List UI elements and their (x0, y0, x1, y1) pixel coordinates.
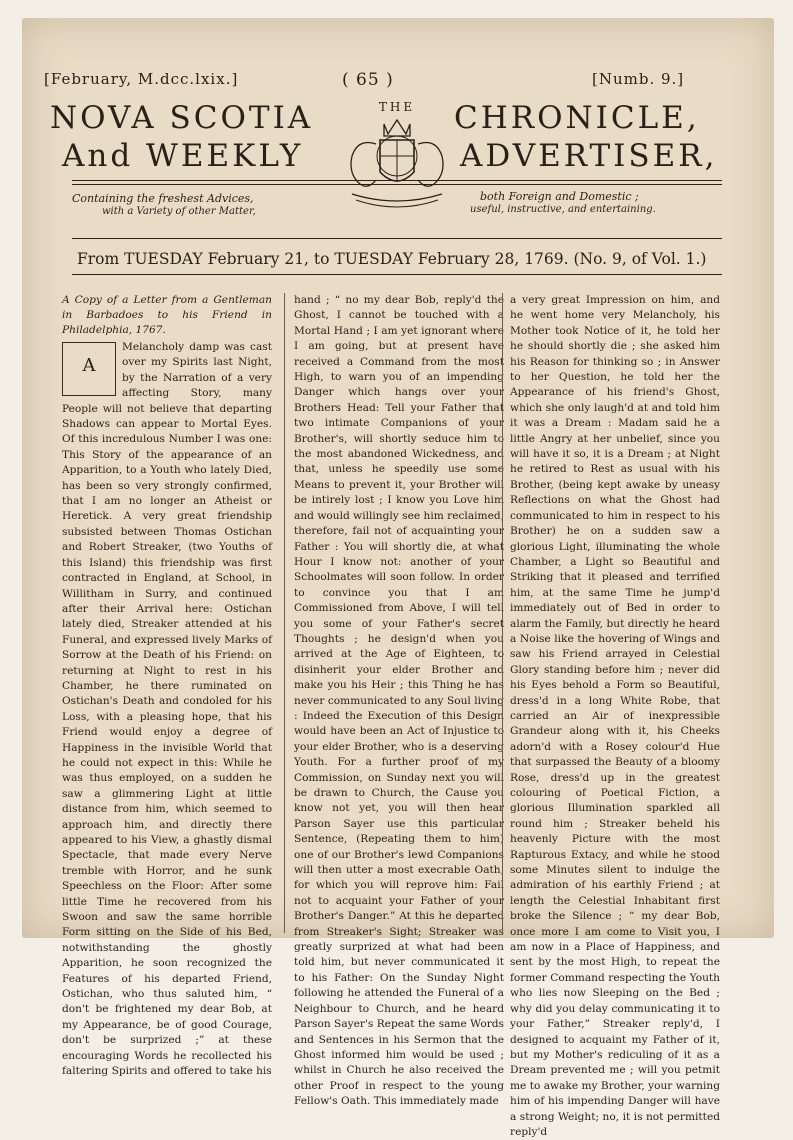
subtitle-right-line1: both Foreign and Domestic ; (480, 190, 639, 203)
article-text-column-2: hand ; “ no my dear Bob, reply'd the Ghost, I cannot be touched with a Mortal Hand ; I am yet ignorant where I am going, but at present have received a Command from the most High, to warn you of an impending Danger which hangs over your Brothers Head: Tell your Father that two intimate Companions of your Brother's, will shortly seduce him to the most abandoned Wickedness, and that, unless he speedily use some Means to prevent it, your Brother will be intirely lost ; I know you Love him and would willingly see him reclaimed, therefore, fail not of acquainting your Father : You will shortly die, at what Hour I know not: another of your Schoolmates will soon follow. In order to convince you that I am Commissioned from Above, I will tell you some of your Father's secret Thoughts ; he design'd when you arrived at the Age of Eighteen, to disinherit your elder Brother and make you his Heir ; this Thing he has never communicated to any Soul living : Indeed the Execution of this Design would have been an Act of Injustice to your elder Brother, who is a deserving Youth. For a further proof of my Commission, on Sunday next you will be drawn to Church, the Cause you know not yet, you will then hear Parson Sayer use this particular Sentence, (Repeating them to him) one of our Brother's lewd Companions will then utter a most execrable Oath, for which you will reprove him: Fail not to acquaint your Father of your Brother's Danger.” At this he departed from Streaker's Sight; Streaker was greatly surprized at what had been told him, but never communicated it to his Father: On the Sunday Night following he attended the Funeral of a Neighbour to Church, and he heard Parson Sayer's Repeat the same Words and Sentences in his Sermon that the Ghost informed him would be used ; whilst in Church he also received the other Proof in respect to the young Fellow's Oath. This immediately made (294, 294, 504, 1108)
ornamental-dropcap: A (62, 342, 116, 396)
issue-number: [Numb. 9.] (592, 70, 685, 88)
article-text-column-1: Melancholy damp was cast over my Spirits last Night, by the Narration of a very affecting Story, many People will not believe that departing Shadows can appear to Mortal Eyes. Of this incredulous Number I was one: This Story of the appearance of an Apparition, to a Youth who lately Died, has been so very strongly confirmed, that I am no longer an Atheist or Heretick. A very great friendship subsisted between Thomas Ostichan and Robert Streaker, (two Youths of this Island) this friendship was first contracted in England, at School, in Willitham in Surry, and continued after their Arrival here: Ostichan lately died, Streaker attended at his Funeral, and expressed lively Marks of Sorrow at the Death of his Friend: on returning at Night to rest in his Chamber, he there ruminated on Ostichan's Death and condoled for his Loss, with a pleasing hope, that his Friend would enjoy a degree of Happiness in the invisible World that he could not expect in this: While he was thus employed, on a sudden he saw a glimmering Light at little distance from him, which seemed to approach him, and directly there appeared to his View, a ghastly dismal Spectacle, that made every Nerve tremble with Horror, and he sunk Speechless on the Floor: After some little Time he recovered from his Swoon and saw the same horrible Form sitting on the Side of his Bed, notwithstanding the ghostly Apparition, he soon recognized the Features of his departed Friend, Ostichan, who thus saluted him, “ don't be frightened my dear Bob, at my Appearance, be of good Courage, don't be surprized ;” at these encouraging Words he recollected his faltering Spirits and offered to take his (62, 341, 272, 1078)
masthead-title-right-line1: CHRONICLE, (454, 100, 700, 136)
article-text-column-3: a very great Impression on him, and he went home very Melancholy, his Mother took Notice of it, he told her he should shortly die ; she asked him his Reason for thinking so ; in Answer to her Question, he told her the Appearance of his friend's Ghost, which she only laugh'd at and told him it was a Dream : Madam said he a little Angry at her unbelief, since you will have it so, it is a Dream ; at Night he retired to Rest as usual with his Brother, (being kept awake by uneasy Reflections on what the Ghost had communicated to him in respect to his Brother) he on a sudden saw a glorious Light, illuminating the whole Chamber, a Light so Beautiful and Striking that it pleased and terrified him, at the same Time he jump'd immediately out of Bed in order to alarm the Family, but directly he heard a Noise like the hovering of Wings and saw his Friend arrayed in Celestial Glory standing before him ; never did his Eyes behold a Form so Beautiful, dress'd in a long White Robe, that carried an Air of inexpressible Grandeur along with it, his Cheeks adorn'd with a Rosey colour'd Hue that surpassed the Beauty of a bloomy Rose, dress'd up in the greatest colouring of Poetical Fiction, a glorious Illumination sparkled all round him ; Streaker beheld his heavenly Picture with the most Rapturous Extacy, and while he stood some Minutes silent to indulge the admiration of his earthly Friend ; at length the Celestial Inhabitant first broke the Silence ; “ my dear Bob, once more I am come to Visit you, I am now in a Place of Happiness, and sent by the most High, to repeat the former Command respecting the Youth who lies now Sleeping on the Bed ; why did you delay communicating it to your Father,” Streaker reply'd, I designed to acquaint my Father of it, but my Mother's rediculing of it as a Dream prevented me ; will you petmit me to awake my Brother, your warning him of his impending Danger will have a strong Weight; no, it is not permitted reply'd (510, 294, 720, 1138)
masthead-title-right-line2: ADVERTISER, (460, 138, 718, 174)
column-divider (502, 293, 503, 933)
subtitle-right-line2: useful, instructive, and entertaining. (470, 204, 656, 215)
page-number: ( 65 ) (342, 70, 394, 90)
masthead-rule (72, 180, 722, 181)
article-column-3 (510, 293, 720, 1138)
newspaper-page (22, 18, 774, 1138)
masthead-rule-thin (72, 184, 722, 185)
column-divider (284, 293, 285, 933)
dateline-bottom-rule (72, 274, 722, 275)
issue-date: [February, M.dcc.lxix.] (44, 70, 239, 88)
article-column-1 (62, 293, 272, 1078)
masthead-title-left-line1: NOVA SCOTIA (50, 100, 314, 136)
article-heading: A Copy of a Letter from a Gentleman in Barbadoes to his Friend in Philadelphia, 1767. (62, 294, 272, 336)
dateline: From TUESDAY February 21, to TUESDAY February 28, 1769. (No. 9, of Vol. 1.) (77, 250, 707, 268)
subtitle-left-line2: with a Variety of other Matter, (102, 206, 256, 217)
dateline-top-rule (72, 238, 722, 239)
royal-coat-of-arms-icon (322, 110, 472, 218)
masthead-title-left-line2: And WEEKLY (62, 138, 304, 174)
masthead-the: THE (378, 100, 416, 114)
subtitle-left-line1: Containing the freshest Advices, (72, 192, 254, 205)
article-column-2 (294, 293, 504, 1108)
